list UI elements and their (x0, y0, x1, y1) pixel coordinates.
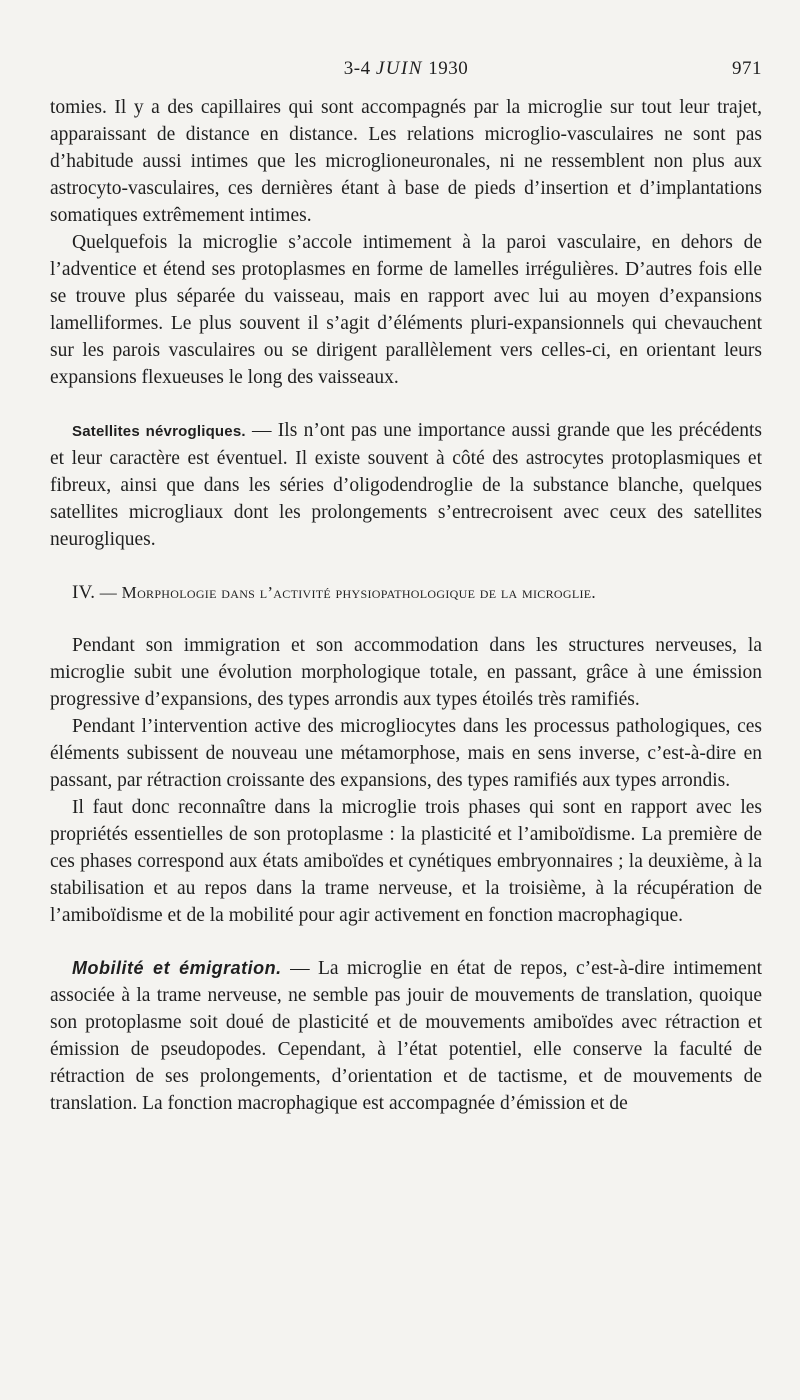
header-date-year: 1930 (428, 58, 469, 79)
section-heading (50, 579, 762, 606)
satellites-text: — Ils n’ont pas une importance aussi grande que les précédents et leur caractère est éventuel. Il existe souvent à côté des astrocytes protoplasmiques et fibreux, ainsi que dans les séries d’oligodendroglie de la substance blanche, quelques satellites microgliaux dont les prolongements s’entrecroisent avec ceux des satellites neurogliques. (50, 420, 763, 550)
running-header (50, 58, 762, 88)
paragraph-vascular-relations: tomies. Il y a des capillaires qui sont accompagnés par la microglie sur tout leur trajet, apparaissant de distance en distance. Les relations microglio-vasculaires ne sont pas d’habitude aussi intimes que les microglioneuronales, ni ne ressemblent non plus aux astrocyto-vasculaires, ces dernières étant à base de pieds d’insertion et d’implantations somatiques extrêmement intimes. (50, 97, 762, 226)
header-date-month: JUIN (375, 58, 423, 79)
satellites-heading: Satellites névrogliques. (72, 423, 246, 440)
paragraph-intervention: Pendant l’intervention active des microgliocytes dans les processus pathologiques, ces éléments subissent de nouveau une métamorphose, mais en sens inverse, c’est-à-dire en passant, par rétraction croissante des expansions, des types ramifiés aux types arrondis. (50, 716, 762, 791)
header-date-days: 3-4 (343, 58, 371, 79)
paragraph-satellites (50, 417, 762, 553)
article-body (50, 94, 762, 1117)
header-date (50, 58, 762, 80)
mobility-heading: Mobilité et émigration. (72, 958, 282, 978)
paragraph-immigration: Pendant son immigration et son accommodation dans les structures nerveuses, la microglie subit une évolution morphologique totale, en passant, grâce à une émission progressive d’expansions, des types arrondis aux types étoilés très ramifiés. (50, 635, 762, 710)
paragraph-vascular-wall: Quelquefois la microglie s’accole intimement à la paroi vasculaire, en dehors de l’adventice et étend ses protoplasmes en forme de lamelles irrégulières. D’autres fois elle se trouve plus séparée du vaisseau, mais en rapport avec lui au moyen d’expansions lamelliformes. Le plus souvent il s’agit d’éléments pluri-expansionnels qui chevauchent sur les parois vasculaires ou se dirigent parallèlement vers celles-ci, en orientant leurs expansions flexueuses le long des vaisseaux. (50, 232, 762, 388)
paragraph-three-phases: Il faut donc reconnaître dans la microglie trois phases qui sont en rapport avec les propriétés essentielles de son protoplasme : la plasticité et l’amiboïdisme. La première de ces phases correspond aux états amiboïdes et cynétiques embryonnaires ; la deuxième, à la stabilisation et au repos dans la trame nerveuse, et la troisième, à la récupération de l’amiboïdisme et de la mobilité pour agir activement en fonction macrophagique. (50, 797, 762, 926)
mobility-text: — La microglie en état de repos, c’est-à-dire intimement associée à la trame nerveuse, ne semble pas jouir de mouvements de translation, quoique son protoplasme soit doué de plasticité et de mouvements amiboïdes avec rétraction et émission de pseudopodes. Cependant, à l’état potentiel, elle conserve la faculté de rétraction de ses prolongements, d’orientation et de tactisme, et de mouvements de translation. La fonction macrophagique est accompagnée d’émission et de (50, 958, 762, 1114)
paragraph-mobility (50, 955, 762, 1117)
page-number: 971 (732, 58, 762, 79)
section-number: IV. (72, 582, 96, 603)
section-title: — Morphologie dans l’activité physiopathologique de la microglie. (95, 583, 596, 602)
